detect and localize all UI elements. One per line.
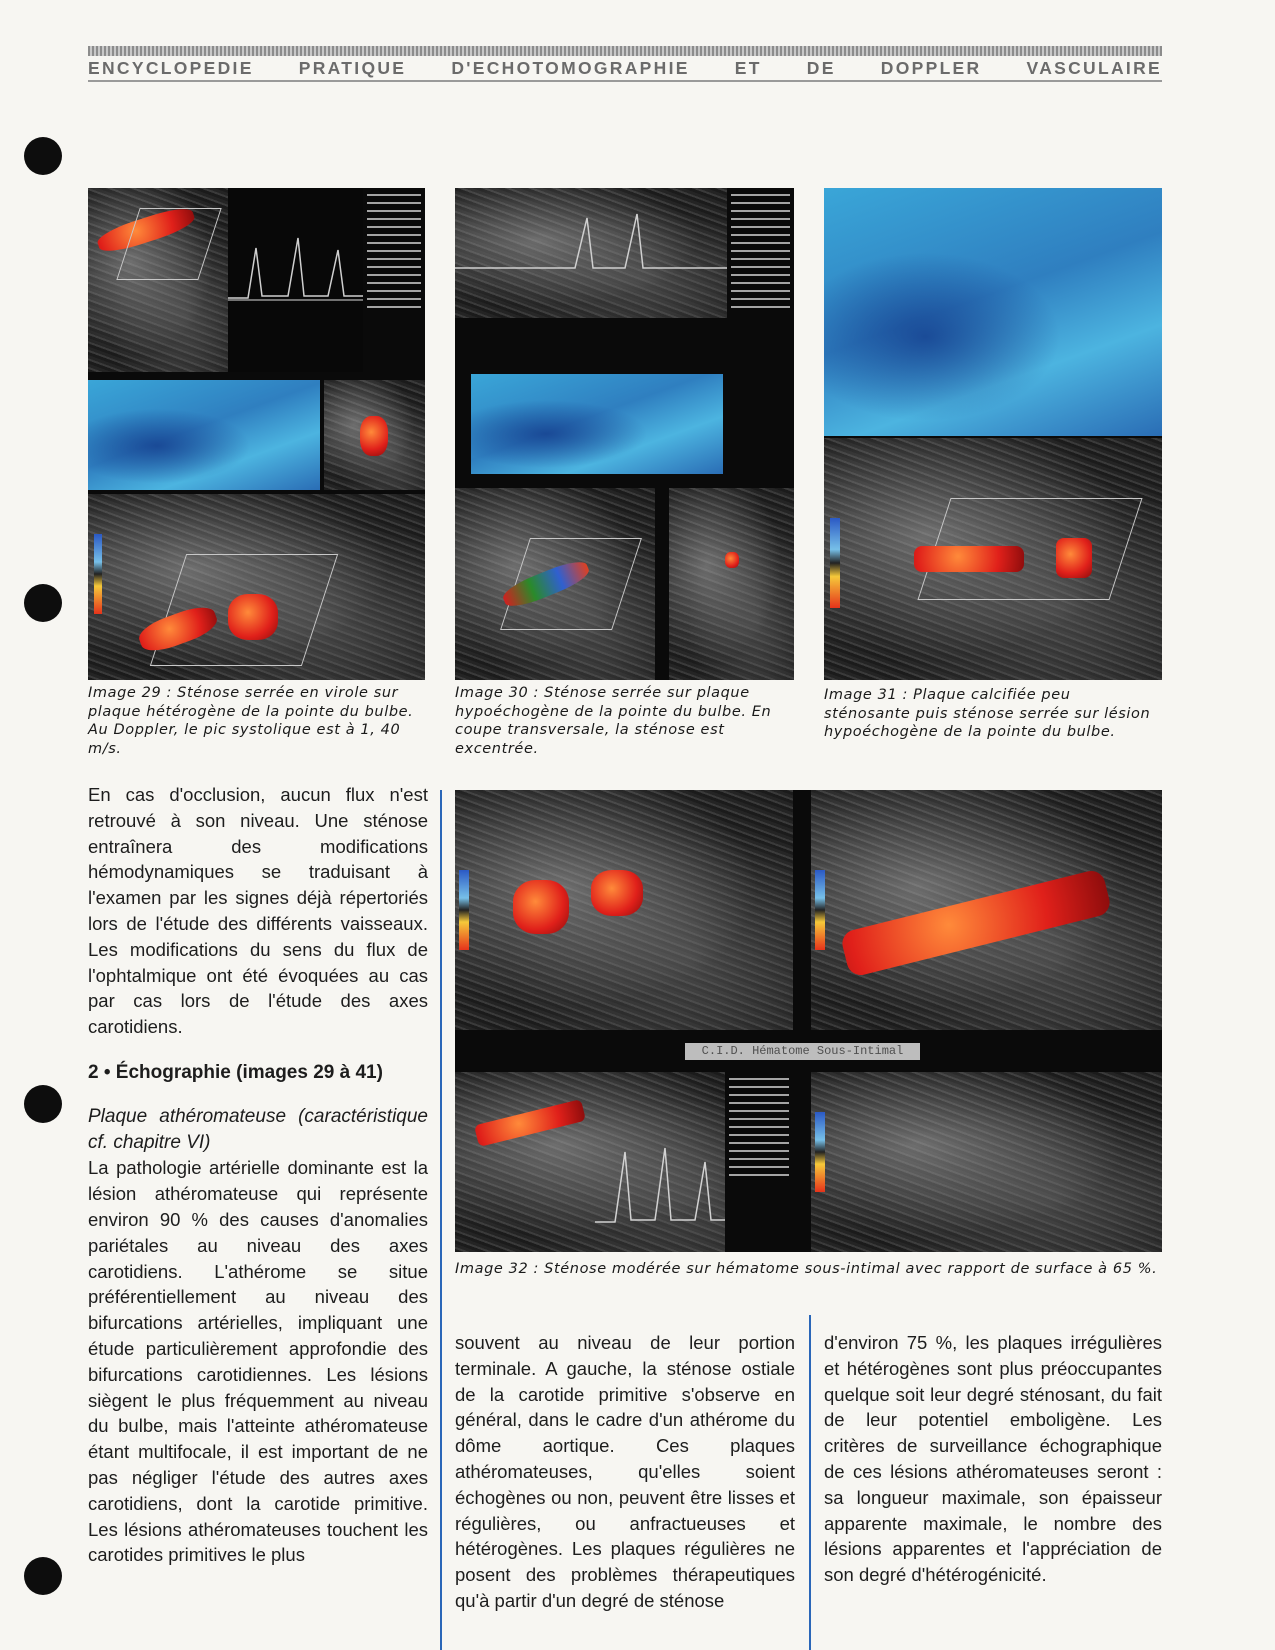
binder-hole-1 bbox=[24, 137, 62, 175]
image-29-doppler-panel bbox=[88, 188, 228, 372]
column-rule-right bbox=[809, 1315, 811, 1650]
paragraph-body: La pathologie artérielle dominante est la lésion athéromateuse qui représente environ 90 % des causes d'anomalies pariétales au niveau des axes carotidiens. L'athérome se situe préférentiellement au niveau des bifurcations artérielles, impliquant une étude particulièrement approfondie des bifurcations carotidiennes. Les lésions siègent le plus fréquemment au niveau du bulbe, mais l'atteinte athéromateuse étant multifocale, il est important de ne pas négliger l'étude des autres axes carotidiens, dont la carotide primitive. Les lésions athéromateuses touchent les carotides primitives le plus bbox=[88, 1157, 428, 1566]
image-30-color-doppler bbox=[455, 488, 655, 680]
header-rule-bottom bbox=[88, 80, 1162, 82]
binder-hole-4 bbox=[24, 1557, 62, 1595]
image-32-spectral-doppler bbox=[455, 1072, 793, 1252]
text-column-middle bbox=[455, 1330, 795, 1614]
column-rule-left bbox=[440, 790, 442, 1650]
image-30-bmode-top bbox=[455, 188, 727, 318]
image-30-arteriography bbox=[471, 374, 723, 474]
image-30-transverse-view bbox=[669, 488, 794, 680]
section-heading: 2 • Échographie (images 29 à 41) bbox=[88, 1061, 383, 1083]
subheading: Plaque athéromateuse (caractéristique cf. chapitre VI) bbox=[88, 1105, 428, 1153]
image-31-color-doppler bbox=[824, 438, 1162, 680]
image-31-arteriography bbox=[824, 188, 1162, 436]
caption-image-32: Image 32 : Sténose modérée sur hématome sous-intimal avec rapport de surface à 65 %. bbox=[455, 1261, 1158, 1277]
paragraph-middle: souvent au niveau de leur portion terminale. A gauche, la sténose ostiale de la carotide primitive s'observe en général, dans le cadre d'un athérome du dôme aortique. Ces plaques athéromateuses, qu'elles soient échogènes ou non, peuvent être lisses et régulières, ou anfractueuses et hétérogènes. Les plaques régulières ne posent des problèmes thérapeutiques qu'à partir d'un degré de sténose bbox=[455, 1332, 795, 1611]
paragraph-intro: En cas d'occlusion, aucun flux n'est retrouvé à son niveau. Une sténose entraînera des modifications hémodynamiques se traduisant à l'examen par les signes déjà répertoriés lors de l'étude des différents vaisseaux. Les modifications du sens du flux de l'ophtalmique ont été évoquées au cas par cas lors de l'étude des axes carotidiens. bbox=[88, 784, 428, 1038]
paragraph-right: d'environ 75 %, les plaques irrégulières et hétérogènes sont plus préoccupantes quelque soit leur degré sténosant, du fait de leur potentiel emboligène. Les critères de surveillance échographique de ces lésions athéromateuses seront : sa longueur maximale, son épaisseur apparente maximale, le nombre des lésions apparentes et l'appréciation de son degré d'hétérogénicité. bbox=[824, 1332, 1162, 1586]
image-32-longitudinal-view bbox=[811, 790, 1162, 1030]
caption-image-31: Image 31 : Plaque calcifiée peu sténosante puis sténose serrée sur lésion hypoéchogène de la pointe du bulbe. bbox=[824, 687, 1151, 740]
image-29 bbox=[88, 188, 425, 680]
image-32-bmode-view bbox=[811, 1072, 1162, 1252]
image-32-overlay-label: C.I.D. Hématome Sous-Intimal bbox=[685, 1043, 920, 1060]
running-header: ENCYCLOPEDIE PRATIQUE D'ECHOTOMOGRAPHIE ET DE DOPPLER VASCULAIRE bbox=[88, 58, 1162, 78]
text-column-left bbox=[88, 782, 428, 1568]
caption-image-30: Image 30 : Sténose serrée sur plaque hypoéchogène de la pointe du bulbe. En coupe transversale, la sténose est excentrée. bbox=[455, 685, 772, 757]
image-29-parameters bbox=[363, 188, 425, 372]
image-31 bbox=[824, 188, 1162, 680]
image-29-transverse-view bbox=[324, 380, 425, 490]
image-29-arteriography bbox=[88, 380, 320, 490]
binder-hole-3 bbox=[24, 1085, 62, 1123]
text-column-right bbox=[824, 1330, 1162, 1588]
image-32-transverse-view bbox=[455, 790, 793, 1030]
image-32 bbox=[455, 790, 1162, 1252]
header-rule-top bbox=[88, 46, 1162, 56]
binder-hole-2 bbox=[24, 584, 62, 622]
caption-image-29: Image 29 : Sténose serrée en virole sur plaque hétérogène de la pointe du bulbe. Au Doppler, le pic systolique est à 1, 40 m/s. bbox=[88, 685, 414, 757]
image-30 bbox=[455, 188, 794, 680]
image-29-color-doppler bbox=[88, 494, 425, 680]
image-29-spectral-trace bbox=[228, 188, 363, 372]
image-30-parameters bbox=[727, 188, 794, 372]
